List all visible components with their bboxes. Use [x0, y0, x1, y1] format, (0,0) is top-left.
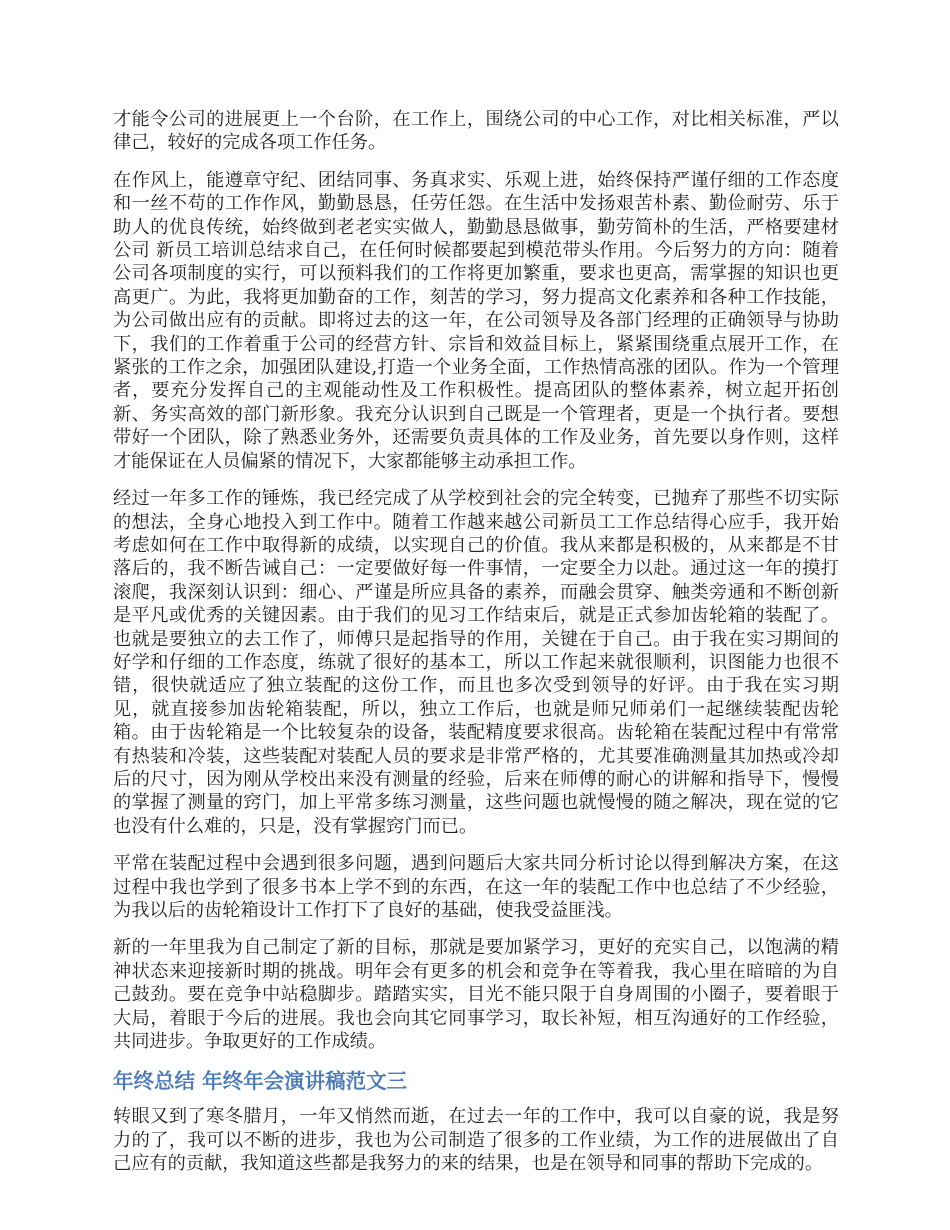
paragraph: 在作风上，能遵章守纪、团结同事、务真求实、乐观上进，始终保持严谨仔细的工作态度和一丝不苟的工作作风，勤勤恳恳，任劳任怨。在生活中发扬艰苦朴素、勤俭耐劳、乐于助人的优良传统，始终做到老老实实做人，勤勤恳恳做事，勤劳简朴的生活，严格要建材公司 新员工培训总结求自己，在任何时候都要起到模范带头作用。今后努力的方向：随着公司各项制度的实行，可以预料我们的工作将更加繁重，要求也更高，需掌握的知识也更高更广。为此，我将更加勤奋的工作，刻苦的学习，努力提高文化素养和各种工作技能， 为公司做出应有的贡献。即将过去的这一年，在公司领导及各部门经理的正确领导与协助下，我们的工作着重于公司的经营方针、宗旨和效益目标上，紧紧围绕重点展开工作，在紧张的工作之余，加强团队建设,打造一个业务全面，工作热情高涨的团队。作为一个管理者，要充分发挥自己的主观能动性及工作积极性。提高团队的整体素养，树立起开拓创新、务实高效的部门新形象。我充分认识到自己既是一个管理者，更是一个执行者。要想带好一个团队，除了熟悉业务外，还需要负责具体的工作及业务，首先要以身作则，这样才能保证在人员偏紧的情况下，大家都能够主动承担工作。 [113, 169, 839, 472]
paragraph: 新的一年里我为自己制定了新的目标，那就是要加紧学习，更好的充实自己，以饱满的精神状态来迎接新时期的挑战。明年会有更多的机会和竞争在等着我，我心里在暗暗的为自己鼓劲。要在竞争中站稳脚步。踏踏实实，目光不能只限于自身周围的小圈子，要着眼于大局，着眼于今后的进展。我也会向其它同事学习，取长补短，相互沟通好的工作经验，共同进步。争取更好的工作成绩。 [113, 937, 839, 1053]
paragraph: 转眼又到了寒冬腊月，一年又悄然而逝，在过去一年的工作中，我可以自豪的说，我是努力的了，我可以不断的进步，我也为公司制造了很多的工作业绩，为工作的进展做出了自己应有的贡献，我知道这些都是我努力的来的结果，也是在领导和同事的帮助下完成的。 [113, 1106, 839, 1175]
section-heading: 年终总结 年终年会演讲稿范文三 [113, 1069, 408, 1094]
document-page [113, 108, 839, 1190]
paragraph: 经过一年多工作的锤炼，我已经完成了从学校到社会的完全转变，已抛弃了那些不切实际的想法，全身心地投入到工作中。随着工作越来越公司新员工工作总结得心应手，我开始考虑如何在工作中取得新的成绩，以实现自己的价值。我从来都是积极的，从来都是不甘落后的，我不断告诫自己：一定要做好每一件事情，一定要全力以赴。通过这一年的摸打滚爬，我深刻认识到：细心、严谨是所应具备的素养，而融会贯穿、触类旁通和不断创新是平凡或优秀的关键因素。由于我们的见习工作结束后，就是正式参加齿轮箱的装配了。也就是要独立的去工作了，师傅只是起指导的作用，关键在于自己。由于我在实习期间的好学和仔细的工作态度，练就了很好的基本工，所以工作起来就很顺利，识图能力也很不错，很快就适应了独立装配的这份工作，而且也多次受到领导的好评。由于我在实习期见，就直接参加齿轮箱装配，所以，独立工作后，也就是师兄师弟们一起继续装配齿轮箱。由于齿轮箱是一个比较复杂的设备，装配精度要求很高。齿轮箱在装配过程中有常常有热装和冷装，这些装配对装配人员的要求是非常严格的，尤其要准确测量其加热或冷却后的尺寸，因为刚从学校出来没有测量的经验，后来在师傅的耐心的讲解和指导下，慢慢的掌握了测量的窍门，加上平常多练习测量，这些问题也就慢慢的随之解决，现在觉的它也没有什么难的，只是，没有掌握窍门而已。 [113, 488, 839, 837]
paragraph: 平常在装配过程中会遇到很多问题，遇到问题后大家共同分析讨论以得到解决方案，在这过程中我也学到了很多书本上学不到的东西，在这一年的装配工作中也总结了不少经验，为我以后的齿轮箱设计工作打下了良好的基础，使我受益匪浅。 [113, 853, 839, 921]
paragraph: 才能令公司的进展更上一个台阶，在工作上，围绕公司的中心工作，对比相关标准，严以律己，较好的完成各项工作任务。 [113, 109, 839, 154]
